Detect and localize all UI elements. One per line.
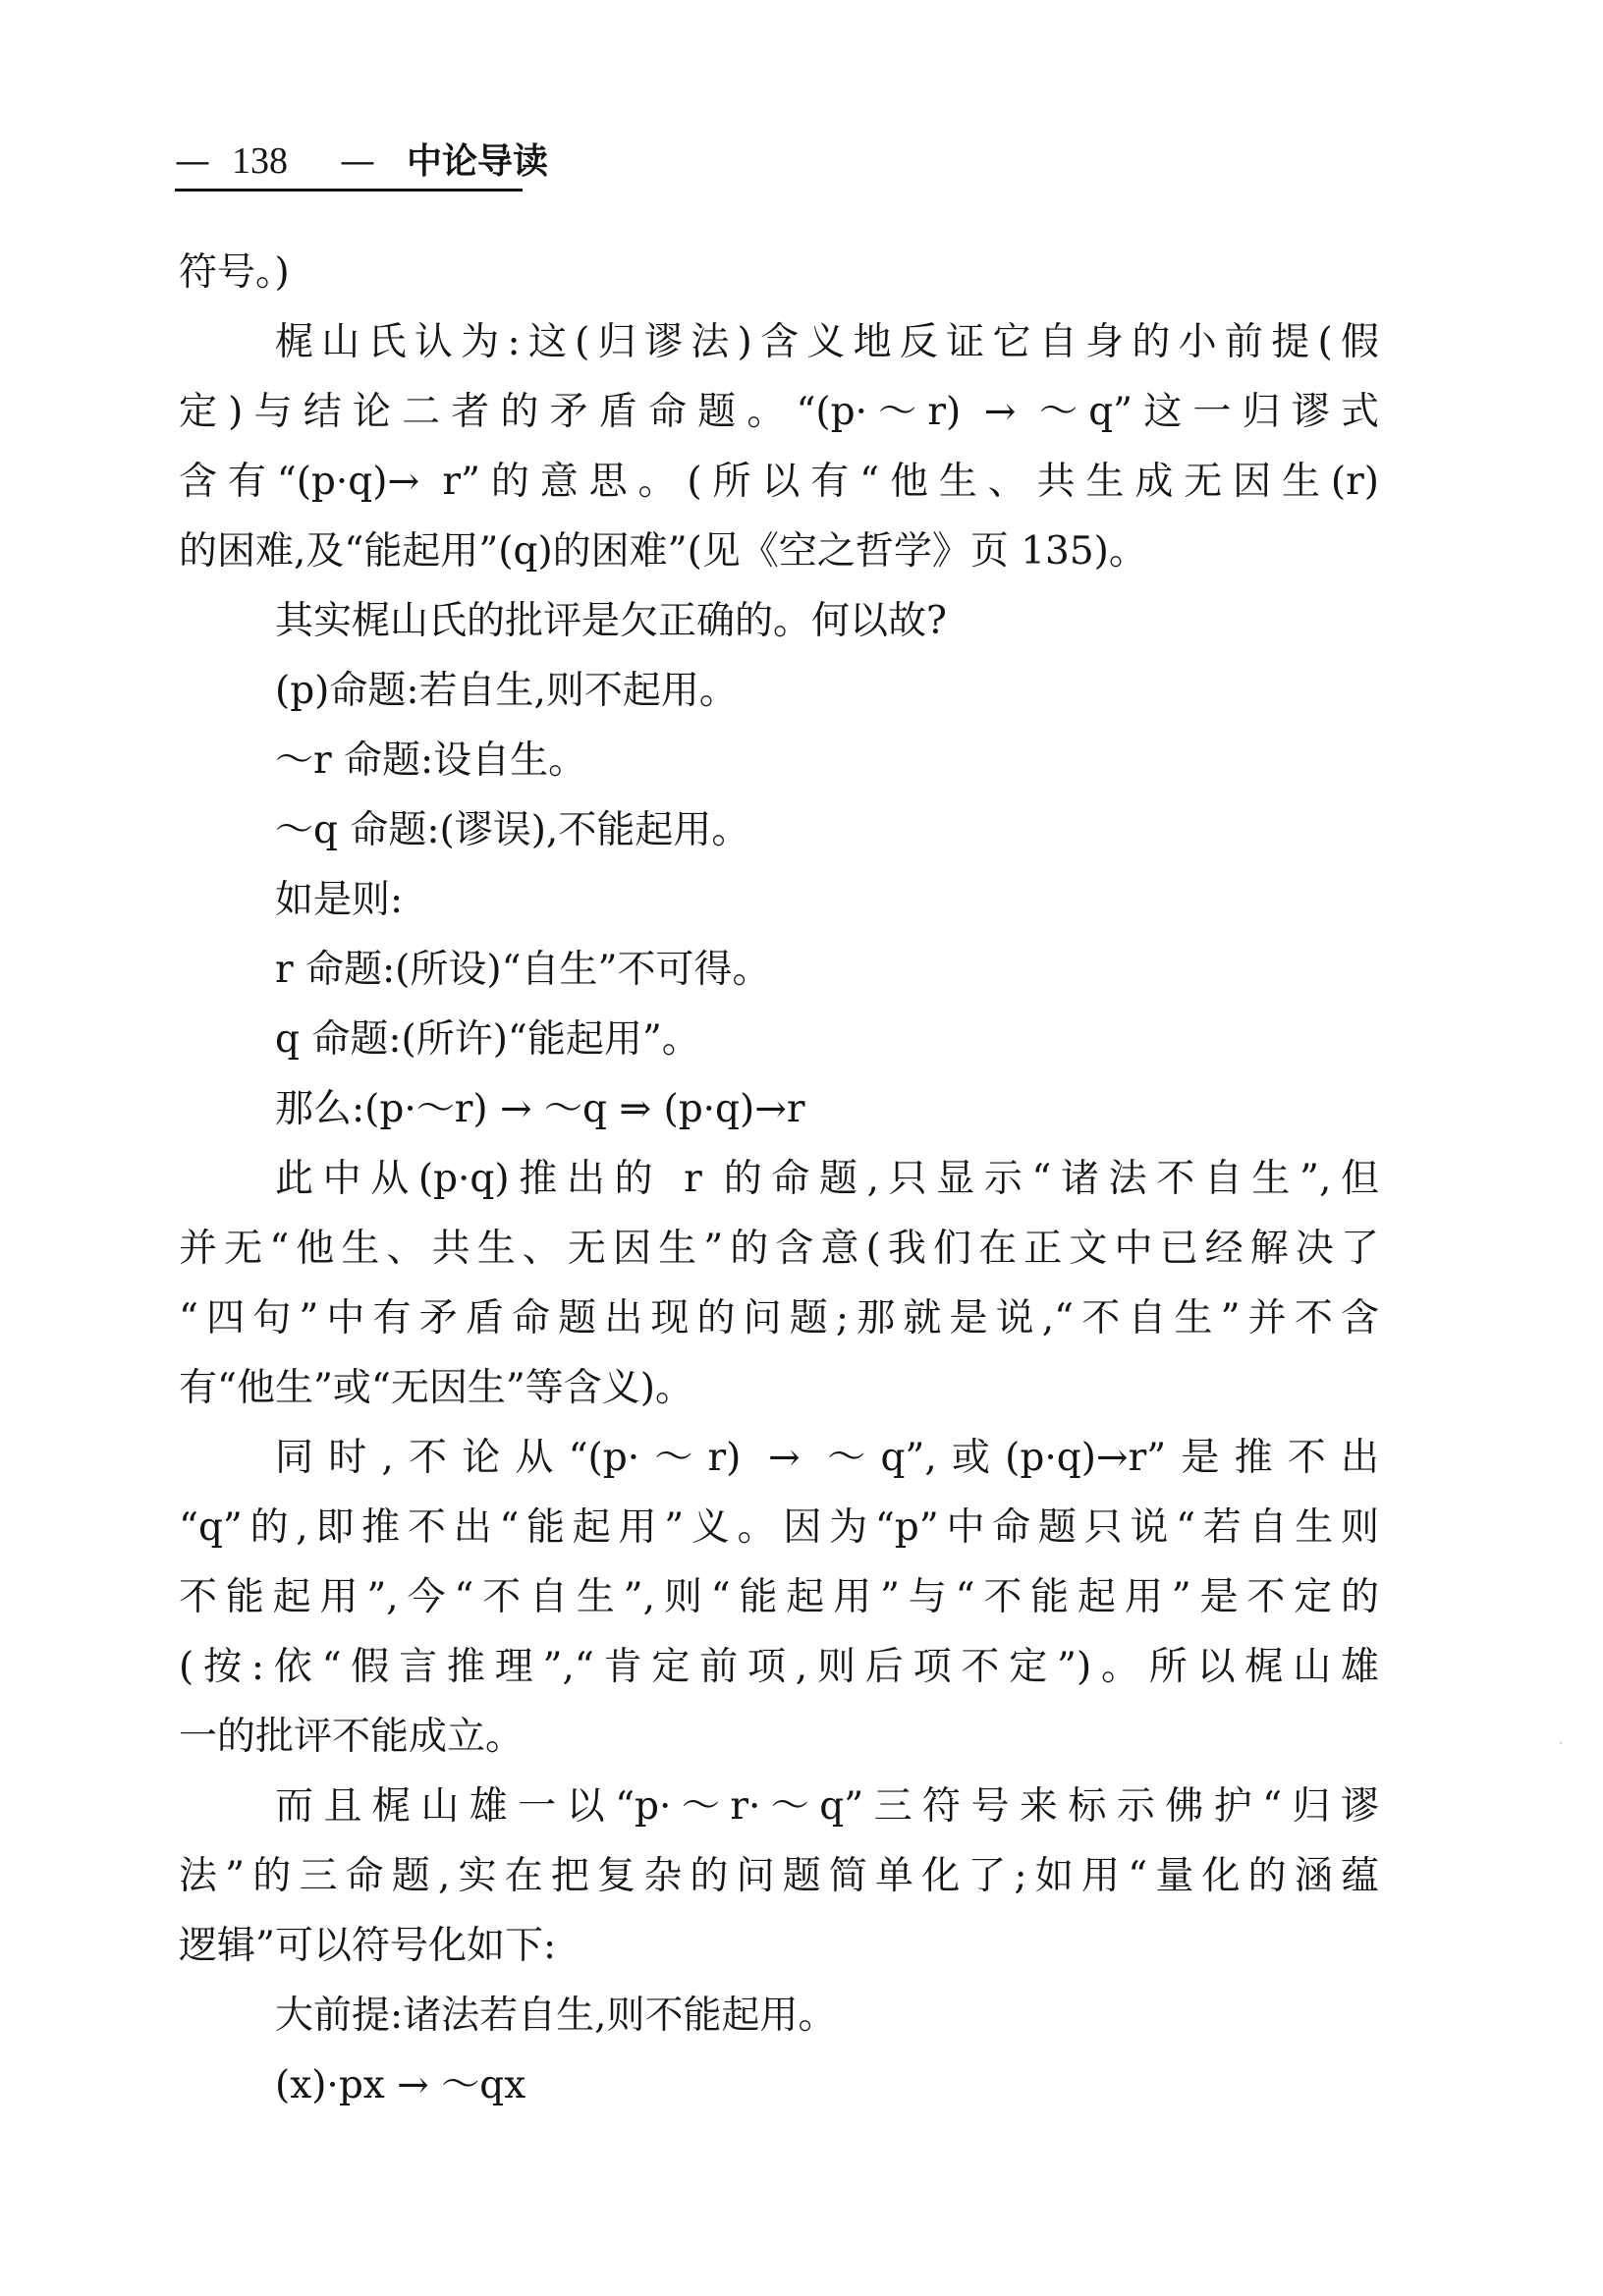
header-dash-left: — [175,141,210,182]
text-line: 如是则: [275,878,404,922]
text-line: q 命题:(所许)“能起用”。 [275,1017,700,1062]
text-line: (p)命题:若自生,则不起用。 [275,669,738,713]
text-line: ～r 命题:设自生。 [275,738,587,783]
text-line: 并无“他生、共生、无因生”的含意(我们在正文中已经解决了 [179,1227,1379,1271]
scan-speck [1560,1742,1562,1744]
text-line: 此中从(p·q)推出的 r 的命题,只显示“诸法不自生”,但 [275,1157,1379,1201]
text-line: “四句”中有矛盾命题出现的问题;那就是说,“不自生”并不含 [179,1296,1379,1340]
text-line: 含有“(p·q)→ r”的意思。(所以有“他生、共生成无因生(r) [179,460,1379,504]
text-line: 那么:(p·～r) → ～q ⇒ (p·q)→r [275,1087,805,1131]
text-line: 大前提:诸法若自生,则不能起用。 [275,1994,837,2038]
text-line: 有“他生”或“无因生”等含义)。 [179,1366,693,1410]
text-line: 一的批评不能成立。 [179,1715,525,1759]
text-line: 而且梶山雄一以“p·～r·～q”三符号来标示佛护“归谬 [275,1784,1379,1829]
text-line: (x)·px → ～qx [275,2063,526,2107]
book-title: 中论导读 [407,141,549,182]
text-line: 定)与结论二者的矛盾命题。“(p·～r) → ～q”这一归谬式 [179,390,1379,434]
header-dash-right: — [340,141,375,182]
text-line: 其实梶山氏的批评是欠正确的。何以故? [275,599,947,643]
text-line: r 命题:(所设)“自生”不可得。 [275,948,771,992]
running-header [175,137,549,185]
text-line: 的困难,及“能起用”(q)的困难”(见《空之哲学》页 135)。 [179,529,1147,574]
text-line: (按:依“假言推理”,“肯定前项,则后项不定”)。所以梶山雄 [179,1645,1379,1689]
text-line: 同时,不论从“(p·～r) → ～q”,或(p·q)→r”是推不出 [275,1436,1379,1480]
text-line: “q”的,即推不出“能起用”义。因为“p”中命题只说“若自生则 [179,1505,1379,1550]
text-line: 逻辑”可以符号化如下: [179,1924,557,1968]
page-number: 138 [232,140,288,182]
text-line: ～q 命题:(谬误),不能起用。 [275,808,750,852]
header-rule [175,189,523,191]
text-line: 不能起用”,今“不自生”,则“能起用”与“不能起用”是不定的 [179,1575,1379,1619]
text-line: 法”的三命题,实在把复杂的问题简单化了;如用“量化的涵蕴 [179,1854,1379,1898]
text-line: 符号。) [179,250,290,295]
text-line: 梶山氏认为:这(归谬法)含义地反证它自身的小前提(假 [275,320,1379,364]
